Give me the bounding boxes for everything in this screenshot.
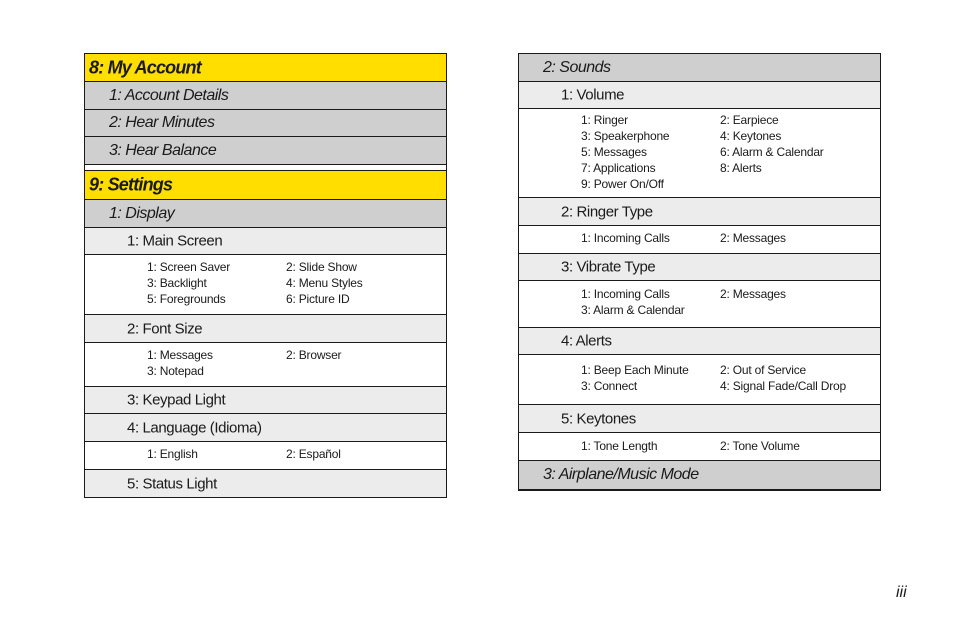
- option-text: 6: Alarm & Calendar: [720, 145, 824, 159]
- menu-item-label: 3: Airplane/Music Mode: [543, 466, 699, 483]
- menu-item-alerts: [519, 328, 880, 355]
- menu-item-label: 1: Display: [109, 204, 175, 222]
- menu-item-label: 3: Vibrate Type: [561, 258, 656, 276]
- menu-item-label: 1: Volume: [561, 86, 625, 104]
- menu-tree-left: [84, 53, 447, 498]
- menu-item-ringer-type: [519, 198, 880, 226]
- menu-item-airplane-music-mode: [519, 461, 880, 491]
- option-text: 3: Backlight: [147, 276, 207, 290]
- option-text: 1: Incoming Calls: [581, 287, 670, 301]
- menu-item-status-light: [85, 470, 446, 498]
- option-text: 3: Connect: [581, 379, 638, 393]
- option-text: 1: Incoming Calls: [581, 231, 670, 245]
- option-text: 4: Signal Fade/Call Drop: [720, 379, 846, 393]
- menu-item-volume: [519, 82, 880, 109]
- menu-item-hear-balance: [85, 137, 446, 165]
- menu-item-label: 2: Sounds: [543, 58, 611, 76]
- option-text: 4: Menu Styles: [286, 276, 363, 290]
- menu-item-account-details: [85, 82, 446, 110]
- option-text: 2: Messages: [720, 231, 786, 245]
- option-text: 2: Earpiece: [720, 113, 779, 127]
- menu-item-font-size: [85, 315, 446, 343]
- option-text: 2: Español: [286, 447, 341, 461]
- option-text: 3: Notepad: [147, 364, 204, 378]
- option-text: 2: Slide Show: [286, 260, 357, 274]
- menu-item-main-screen: [85, 228, 446, 255]
- menu-item-label: 2: Hear Minutes: [109, 114, 215, 131]
- menu-item-label: 2: Font Size: [127, 320, 203, 337]
- option-text: 2: Messages: [720, 287, 786, 301]
- vibrate-type-options: [519, 281, 880, 328]
- menu-item-display: [85, 200, 446, 228]
- menu-tree-right: [518, 53, 881, 491]
- option-text: 5: Foregrounds: [147, 292, 226, 306]
- option-text: 1: English: [147, 447, 198, 461]
- menu-item-language: [85, 414, 446, 442]
- menu-item-label: 1: Account Details: [109, 86, 229, 104]
- option-text: 6: Picture ID: [286, 292, 350, 306]
- option-text: 8: Alerts: [720, 161, 762, 175]
- menu-item-keytones: [519, 405, 880, 433]
- font-size-options: [85, 343, 446, 387]
- option-text: 2: Out of Service: [720, 363, 806, 377]
- option-text: 3: Speakerphone: [581, 129, 670, 143]
- menu-item-label: 3: Hear Balance: [109, 141, 217, 159]
- menu-item-hear-minutes: [85, 110, 446, 137]
- option-text: 1: Tone Length: [581, 439, 658, 453]
- menu-header-settings: [85, 171, 446, 200]
- option-text: 1: Messages: [147, 348, 213, 362]
- volume-options: [519, 109, 880, 198]
- menu-item-label: 1: Main Screen: [127, 232, 223, 250]
- menu-item-keypad-light: [85, 387, 446, 414]
- menu-item-label: 4: Alerts: [561, 332, 612, 350]
- option-text: 2: Tone Volume: [720, 439, 800, 453]
- ringer-type-options: [519, 226, 880, 254]
- option-text: 5: Messages: [581, 145, 647, 159]
- option-text: 1: Screen Saver: [147, 260, 231, 274]
- option-text: 1: Beep Each Minute: [581, 363, 689, 377]
- option-text: 1: Ringer: [581, 113, 628, 127]
- keytones-options: [519, 433, 880, 461]
- option-text: 2: Browser: [286, 348, 342, 362]
- menu-item-label: 2: Ringer Type: [561, 203, 653, 220]
- language-options: [85, 442, 446, 470]
- main-screen-options: [85, 255, 446, 315]
- menu-item-vibrate-type: [519, 254, 880, 281]
- alerts-options: [519, 355, 880, 405]
- menu-item-label: 5: Status Light: [127, 475, 217, 492]
- option-text: 4: Keytones: [720, 129, 782, 143]
- option-text: 7: Applications: [581, 161, 656, 175]
- menu-item-label: 3: Keypad Light: [127, 391, 226, 409]
- menu-header-label: 8: My Account: [89, 57, 201, 77]
- option-text: 9: Power On/Off: [581, 177, 664, 191]
- page-number: iii: [896, 584, 907, 601]
- menu-item-sounds: [519, 54, 880, 82]
- menu-item-label: 4: Language (Idioma): [127, 419, 262, 436]
- menu-header-label: 9: Settings: [89, 174, 173, 195]
- menu-item-label: 5: Keytones: [561, 410, 636, 427]
- menu-header-my-account: [85, 54, 446, 82]
- option-text: 3: Alarm & Calendar: [581, 303, 685, 317]
